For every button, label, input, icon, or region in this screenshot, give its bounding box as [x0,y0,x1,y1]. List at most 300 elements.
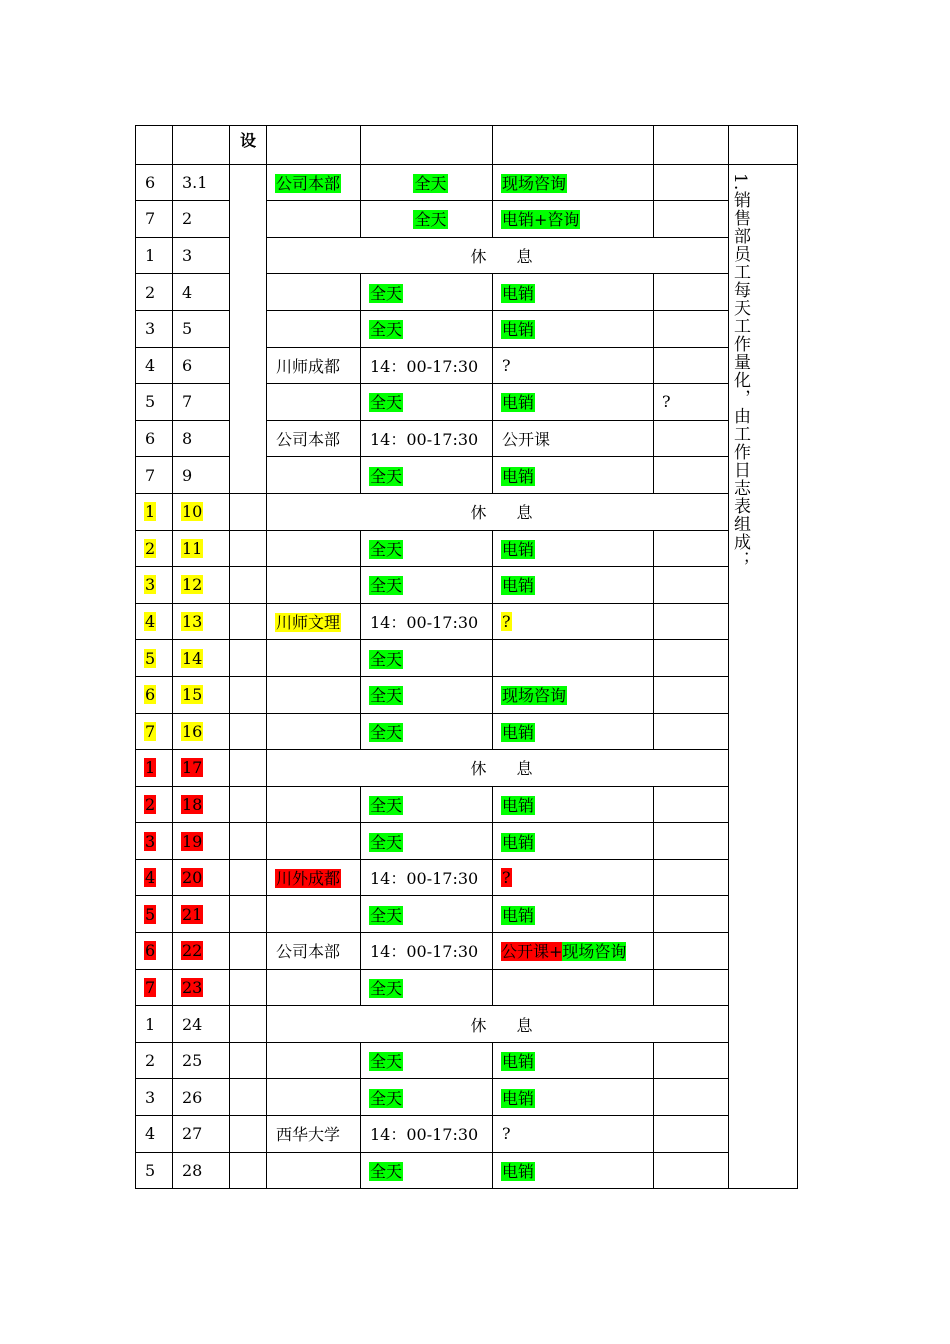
extra-cell [654,713,729,750]
header-cell [729,126,798,165]
task-cell [493,274,654,311]
time-cell [361,933,493,970]
task-cell [493,859,654,896]
cell-text: 西华大学 [276,1125,341,1145]
weekday-cell [136,164,173,201]
time-cell [361,164,493,201]
task-cell [493,420,654,457]
empty-cell [230,530,267,567]
cell-text: 3 [145,1087,156,1107]
cell-text: 10 [182,502,203,522]
cell-text: 14：00-17:30 [370,613,479,633]
rest-label: 休 [470,247,487,267]
task-cell [493,1116,654,1153]
weekday-cell [136,457,173,494]
cell-text: 6 [145,941,156,961]
cell-text: 电销 [502,1161,535,1181]
task-cell [493,823,654,860]
cell-text: 4 [145,868,156,888]
location-cell [267,676,361,713]
empty-cell [230,567,267,604]
cell-text: 全天 [414,173,447,193]
date-cell [173,237,230,274]
table-row [136,164,798,201]
weekday-cell [136,859,173,896]
time-cell [361,201,493,238]
weekday-cell [136,933,173,970]
cell-text: 2 [145,1051,156,1071]
rest-cell [267,237,729,274]
empty-cell [230,786,267,823]
rest-cell [267,493,729,530]
time-cell [361,640,493,677]
task-cell [493,1042,654,1079]
cell-text: 电销 [502,905,535,925]
cell-text: 全天 [370,539,403,559]
weekday-cell [136,274,173,311]
cell-text: 4 [182,282,193,302]
date-cell [173,1116,230,1153]
extra-cell [654,457,729,494]
cell-text: 13 [182,612,203,632]
note-cell [729,164,798,1189]
extra-cell [654,859,729,896]
table-row [136,567,798,604]
cell-text: 12 [182,575,203,595]
date-cell [173,640,230,677]
location-cell [267,567,361,604]
cell-text: 7 [145,721,156,741]
date-cell [173,493,230,530]
header-cell [654,126,729,165]
cell-text: 6 [145,685,156,705]
cell-text: 16 [182,721,203,741]
cell-text: 23 [182,977,203,997]
header-cell [173,126,230,165]
cell-text: 公司本部 [276,173,341,193]
empty-cell [230,1079,267,1116]
task-cell [493,603,654,640]
empty-cell [230,640,267,677]
cell-text: 电销 [502,283,535,303]
cell-text: 2 [145,794,156,814]
cell-text: 电销 [502,722,535,742]
cell-text: 5 [145,904,156,924]
empty-cell [230,896,267,933]
time-cell [361,896,493,933]
location-cell [267,347,361,384]
table-row [136,1152,798,1189]
header-row [136,126,798,165]
weekday-cell [136,1042,173,1079]
header-cell [361,126,493,165]
cell-text: 21 [182,904,203,924]
time-cell [361,969,493,1006]
cell-text: 1 [145,758,156,778]
location-cell [267,530,361,567]
task-cell [493,933,654,970]
cell-text: 电销 [502,539,535,559]
weekday-cell [136,1152,173,1189]
cell-text: 4 [145,612,156,632]
location-cell [267,1042,361,1079]
date-cell [173,676,230,713]
task-cell [493,530,654,567]
date-cell [173,384,230,421]
table-row [136,823,798,860]
weekday-cell [136,237,173,274]
table-row [136,713,798,750]
weekday-cell [136,384,173,421]
task-cell [493,347,654,384]
location-cell [267,201,361,238]
date-cell [173,530,230,567]
table-row [136,1079,798,1116]
cell-text: 2 [145,282,156,302]
cell-text: 全天 [370,283,403,303]
weekday-cell [136,896,173,933]
extra-cell [654,969,729,1006]
empty-cell [230,823,267,860]
weekday-cell [136,310,173,347]
weekday-cell [136,201,173,238]
location-cell [267,603,361,640]
cell-text: 7 [145,209,156,229]
table-row [136,530,798,567]
cell-text: 全天 [414,210,447,230]
cell-text: 全天 [370,1052,403,1072]
date-cell [173,457,230,494]
cell-text: 3.1 [182,172,208,192]
weekday-cell [136,713,173,750]
time-cell [361,420,493,457]
header-cell [493,126,654,165]
time-cell [361,347,493,384]
date-cell [173,201,230,238]
cell-text: 5 [182,319,193,339]
location-cell [267,933,361,970]
date-cell [173,713,230,750]
cell-text: 全天 [370,576,403,596]
task-cell [493,640,654,677]
cell-text: 电销 [502,320,535,340]
time-cell [361,567,493,604]
weekday-cell [136,530,173,567]
header-cell [136,126,173,165]
date-cell [173,1079,230,1116]
time-cell [361,713,493,750]
date-cell [173,896,230,933]
time-cell [361,384,493,421]
cell-text: 15 [182,685,203,705]
cell-text: 公司本部 [276,430,341,450]
task-cell [493,969,654,1006]
extra-cell [654,676,729,713]
location-cell [267,640,361,677]
date-cell [173,310,230,347]
extra-cell [654,310,729,347]
cell-text: 全天 [370,320,403,340]
cell-text: 7 [145,977,156,997]
cell-text: 11 [182,538,203,558]
location-cell [267,420,361,457]
cell-text: 1 [145,502,156,522]
cell-text: 电销 [502,466,535,486]
time-cell [361,274,493,311]
rest-label: 休 [470,503,487,523]
location-cell [267,896,361,933]
task-cell [493,1079,654,1116]
empty-cell [230,1006,267,1043]
extra-cell [654,567,729,604]
rest-label: 休 [470,759,487,779]
task-cell [493,201,654,238]
weekday-cell [136,823,173,860]
extra-cell [654,347,729,384]
rest-cell [267,750,729,787]
cell-text: 8 [182,429,193,449]
task-cell [493,896,654,933]
date-cell [173,933,230,970]
table-row [136,933,798,970]
time-cell [361,676,493,713]
cell-text: 20 [182,868,203,888]
task-cell [493,310,654,347]
cell-text: 全天 [370,1088,403,1108]
task-cell [493,786,654,823]
extra-cell [654,896,729,933]
extra-cell [654,603,729,640]
cell-text: 全天 [370,393,403,413]
cell-text: 电销 [502,576,535,596]
extra-cell [654,384,729,421]
cell-text: ? [502,612,511,632]
weekday-cell [136,347,173,384]
cell-text: 1 [145,246,156,266]
weekday-cell [136,640,173,677]
task-part: 公开课+ [501,942,563,962]
rest-label: 息 [516,247,533,267]
location-cell [267,786,361,823]
task-cell [493,713,654,750]
weekday-cell [136,750,173,787]
table-row [136,603,798,640]
time-cell [361,786,493,823]
schedule-table [135,125,798,1189]
date-cell [173,1006,230,1043]
cell-text: 全天 [370,795,403,815]
time-cell [361,603,493,640]
cell-text: 19 [182,831,203,851]
cell-text: 28 [182,1160,203,1180]
task-cell [493,676,654,713]
cell-text: 17 [182,758,203,778]
empty-cell [230,969,267,1006]
rest-row [136,1006,798,1043]
task-cell [493,567,654,604]
extra-cell [654,1152,729,1189]
date-cell [173,274,230,311]
cell-text: 现场咨询 [502,686,567,706]
header-cell-design: 设 [230,126,267,165]
cell-text: 7 [145,465,156,485]
cell-text: 电销+咨询 [502,210,580,230]
cell-text: 2 [145,538,156,558]
merged-column-cell [230,164,267,493]
cell-text: 6 [182,355,193,375]
time-cell [361,310,493,347]
cell-text: 14 [182,648,203,668]
cell-text: ? [662,392,671,412]
empty-cell [230,713,267,750]
extra-cell [654,933,729,970]
extra-cell [654,530,729,567]
rest-row [136,750,798,787]
cell-text: 24 [182,1014,203,1034]
cell-text: 电销 [502,1052,535,1072]
cell-text: 电销 [502,795,535,815]
cell-text: 7 [182,392,193,412]
cell-text: 14：00-17:30 [370,356,479,376]
cell-text: 3 [145,831,156,851]
weekday-cell [136,1116,173,1153]
table-row [136,640,798,677]
cell-text: 电销 [502,1088,535,1108]
task-part: 现场咨询 [562,942,627,962]
cell-text: 全天 [370,722,403,742]
cell-text: 公开课 [502,430,551,450]
weekday-cell [136,567,173,604]
time-cell [361,530,493,567]
cell-text: 18 [182,794,203,814]
date-cell [173,164,230,201]
cell-text: 全天 [370,686,403,706]
cell-text: 1 [145,1014,156,1034]
weekday-cell [136,420,173,457]
cell-text: 6 [145,172,156,192]
cell-text: 6 [145,429,156,449]
date-cell [173,969,230,1006]
cell-text: 2 [182,209,193,229]
empty-cell [230,1116,267,1153]
location-cell [267,1079,361,1116]
empty-cell [230,750,267,787]
time-cell [361,859,493,896]
cell-text: 14：00-17:30 [370,1125,479,1145]
table-row [136,859,798,896]
date-cell [173,420,230,457]
cell-text: 9 [182,465,193,485]
cell-text: ? [502,355,511,375]
location-cell [267,859,361,896]
cell-text: 4 [145,1124,156,1144]
table-row [136,786,798,823]
table-row [136,969,798,1006]
location-cell [267,1152,361,1189]
weekday-cell [136,969,173,1006]
weekday-cell [136,786,173,823]
table-row [136,1116,798,1153]
cell-text: 电销 [502,393,535,413]
rest-cell [267,1006,729,1043]
extra-cell [654,274,729,311]
empty-cell [230,676,267,713]
cell-text: 3 [182,246,193,266]
table-row [136,676,798,713]
rest-label: 休 [470,1015,487,1035]
cell-text: 电销 [502,832,535,852]
cell-text: ? [502,868,511,888]
empty-cell [230,1152,267,1189]
header-cell [267,126,361,165]
table-row [136,896,798,933]
cell-text: 14：00-17:30 [370,430,479,450]
rest-label: 息 [516,759,533,779]
extra-cell [654,823,729,860]
date-cell [173,823,230,860]
extra-cell [654,201,729,238]
cell-text: 14：00-17:30 [370,942,479,962]
cell-text: 25 [182,1051,203,1071]
cell-text: 14：00-17:30 [370,869,479,889]
location-cell [267,164,361,201]
task-cell [493,1152,654,1189]
cell-text: 川师成都 [276,356,341,376]
cell-text: 全天 [370,649,403,669]
time-cell [361,1116,493,1153]
weekday-cell [136,493,173,530]
location-cell [267,969,361,1006]
extra-cell [654,1079,729,1116]
cell-text: 3 [145,319,156,339]
weekday-cell [136,676,173,713]
task-cell [493,384,654,421]
location-cell [267,457,361,494]
date-cell [173,603,230,640]
task-cell [493,164,654,201]
rest-row [136,493,798,530]
empty-cell [230,859,267,896]
note-text: 1.销售部员工每天工作量化，由工作日志表组成； [730,172,750,569]
date-cell [173,1042,230,1079]
location-cell [267,274,361,311]
time-cell [361,1042,493,1079]
empty-cell [230,493,267,530]
cell-text: 4 [145,355,156,375]
empty-cell [230,1042,267,1079]
weekday-cell [136,1006,173,1043]
cell-text: 全天 [370,978,403,998]
cell-text: 川外成都 [276,869,341,889]
date-cell [173,347,230,384]
location-cell [267,384,361,421]
cell-text: 5 [145,1160,156,1180]
location-cell [267,1116,361,1153]
rest-label: 息 [516,1015,533,1035]
cell-text: 川师文理 [276,613,341,633]
cell-text: 27 [182,1124,203,1144]
extra-cell [654,420,729,457]
date-cell [173,1152,230,1189]
rest-label: 息 [516,503,533,523]
date-cell [173,859,230,896]
table-row [136,1042,798,1079]
extra-cell [654,640,729,677]
location-cell [267,713,361,750]
time-cell [361,823,493,860]
task-cell [493,457,654,494]
cell-text: 全天 [370,466,403,486]
